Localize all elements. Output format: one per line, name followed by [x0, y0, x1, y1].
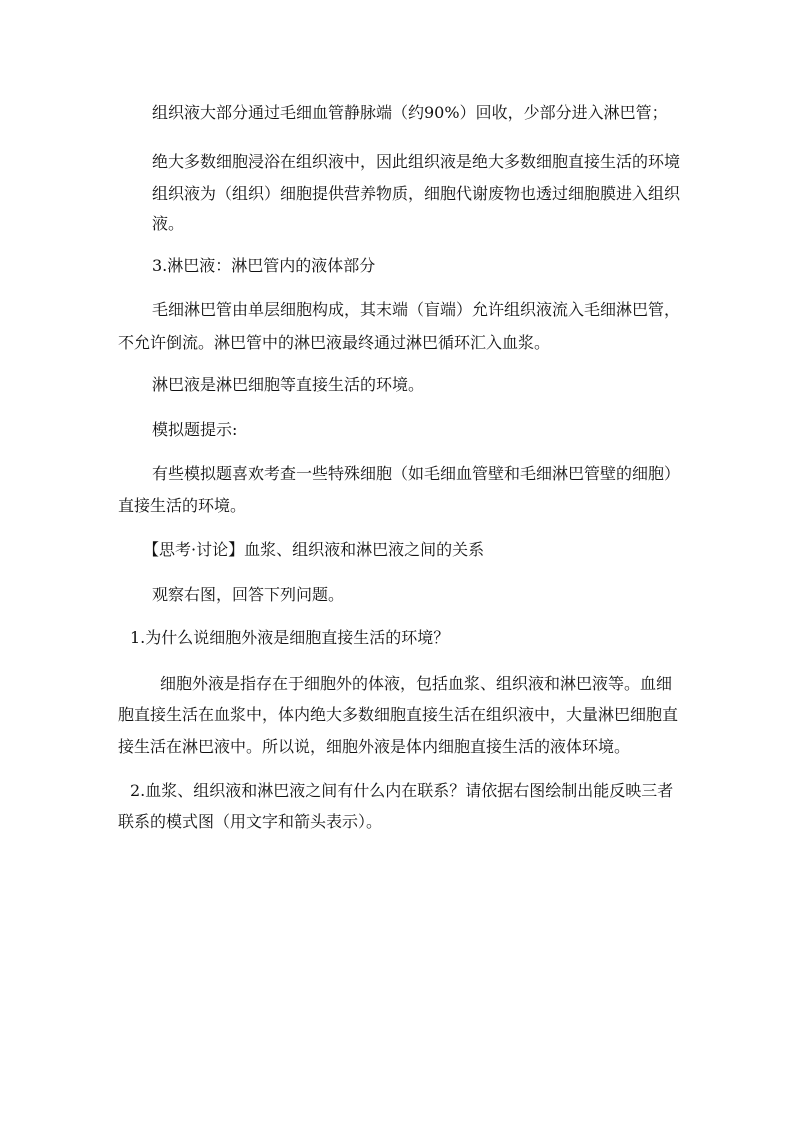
text-line-2: 绝大多数细胞浸浴在组织液中，因此组织液是绝大多数细胞直接生活的环境 [152, 152, 681, 171]
text-line-8: 淋巴液是淋巴细胞等直接生活的环境。 [152, 375, 425, 394]
text-line-6: 毛细淋巴管由单层细胞构成，其末端（盲端）允许组织液流入毛细淋巴管， [152, 300, 681, 319]
text-line-12: 【思考·讨论】血浆、组织液和淋巴液之间的关系 [143, 540, 485, 559]
text-line-13: 观察右图，回答下列问题。 [152, 585, 345, 604]
text-line-4: 液。 [152, 214, 185, 233]
text-line-5: 3.淋巴液：淋巴管内的液体部分 [152, 256, 376, 275]
text-line-16: 胞直接生活在血浆中，体内绝大多数细胞直接生活在组织液中，大量淋巴细胞直 [118, 705, 679, 724]
text-line-11: 直接生活的环境。 [118, 496, 247, 515]
text-line-7: 不允许倒流。淋巴管中的淋巴液最终通过淋巴循环汇入血浆。 [118, 333, 551, 352]
text-line-10: 有些模拟题喜欢考查一些特殊细胞（如毛细血管壁和毛细淋巴管壁的细胞） [152, 464, 681, 483]
text-line-9: 模拟题提示: [152, 420, 238, 439]
text-line-19: 联系的模式图（用文字和箭头表示）。 [118, 812, 383, 831]
text-line-15: 细胞外液是指存在于细胞外的体液，包括血浆、组织液和淋巴液等。血细 [160, 674, 673, 693]
text-line-14: 1.为什么说细胞外液是细胞直接生活的环境？ [130, 628, 450, 647]
text-line-17: 接生活在淋巴液中。所以说，细胞外液是体内细胞直接生活的液体环境。 [118, 737, 631, 756]
text-line-18: 2.血浆、组织液和淋巴液之间有什么内在联系？请依据右图绘制出能反映三者 [130, 781, 674, 800]
text-line-1: 组织液大部分通过毛细血管静脉端（约90%）回收，少部分进入淋巴管； [152, 103, 668, 122]
text-line-3: 组织液为（组织）细胞提供营养物质，细胞代谢废物也透过细胞膜进入组织 [152, 184, 681, 203]
